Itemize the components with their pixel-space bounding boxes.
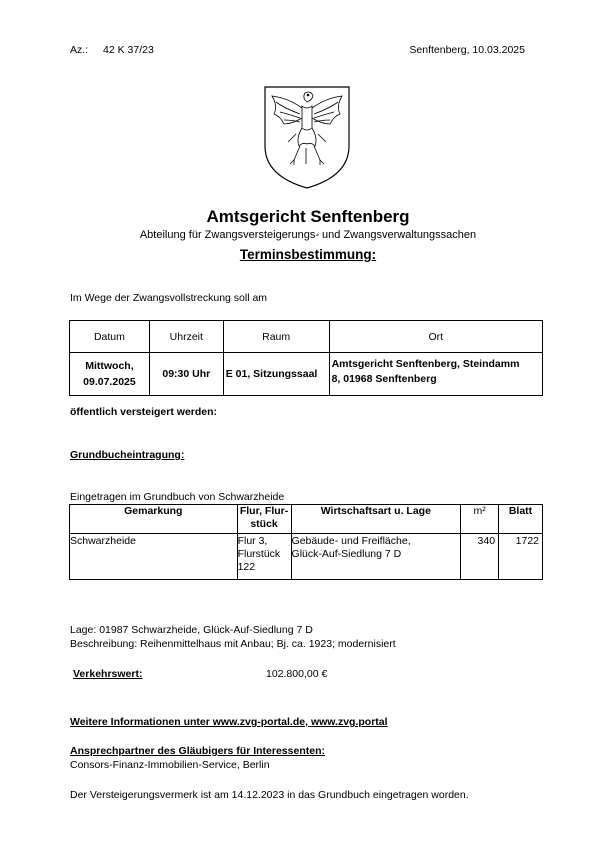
header-uhrzeit: Uhrzeit — [149, 321, 223, 353]
court-department: Abteilung für Zwangsversteigerungs- und Zwangsverwaltungssachen — [139, 229, 477, 241]
market-value-label: Verkehrswert: — [73, 668, 143, 680]
cell-datum — [70, 353, 150, 396]
land-register-intro: Eingetragen im Grundbuch von Schwarzheide — [70, 491, 285, 503]
header-qm: m² — [461, 505, 499, 534]
table-header-row — [70, 505, 543, 534]
header-gemarkung: Gemarkung — [70, 505, 238, 534]
land-register-heading: Grundbucheintragung: — [70, 449, 185, 461]
file-number-label: Az.: — [70, 44, 89, 56]
court-name: Amtsgericht Senftenberg — [206, 207, 410, 226]
appointment-table — [69, 320, 543, 396]
header-ort: Ort — [329, 321, 542, 353]
header-flur-line-1: Flur, Flur- — [239, 505, 289, 517]
file-number-value: 42 K 37/23 — [103, 44, 154, 56]
header-raum: Raum — [223, 321, 329, 353]
flur-line-2: Flurstück — [237, 548, 281, 560]
flur-line-3: 122 — [237, 561, 256, 573]
table-row — [70, 534, 543, 580]
description-text: Beschreibung: Reihenmittelhaus mit Anbau; Bj. ca. 1923; modernisiert — [70, 638, 396, 650]
datum-weekday: Mittwoch, — [85, 360, 134, 372]
contact-name: Consors-Finanz-Immobilien-Service, Berlin — [70, 759, 270, 771]
table-row — [70, 353, 543, 396]
ort-line-1: Amtsgericht Senftenberg, Steindamm — [331, 358, 520, 370]
cell-wirtschaftsart — [291, 534, 461, 580]
land-register-table — [69, 504, 543, 580]
table-header-row — [70, 321, 543, 353]
header-flur-line-2: stück — [250, 518, 278, 530]
cell-ort — [329, 353, 542, 396]
cell-gemarkung: Schwarzheide — [70, 534, 238, 580]
datum-date: 09.07.2025 — [83, 376, 136, 388]
location-text: Lage: 01987 Schwarzheide, Glück-Auf-Siedlung 7 D — [70, 624, 313, 636]
market-value-amount: 102.800,00 € — [266, 668, 328, 680]
cell-flur — [237, 534, 291, 580]
cell-blatt: 1722 — [499, 534, 543, 580]
place-date: Senftenberg, 10.03.2025 — [409, 44, 525, 56]
flur-line-1: Flur 3, — [237, 535, 268, 547]
more-info-link[interactable]: Weitere Informationen unter www.zvg-portal.de, www.zvg.portal — [70, 716, 388, 728]
wirtschaft-line-1: Gebäude- und Freifläche, — [291, 535, 411, 547]
cell-uhrzeit: 09:30 Uhr — [149, 353, 223, 396]
header-wirtschaftsart: Wirtschaftsart u. Lage — [291, 505, 461, 534]
auction-statement: öffentlich versteigert werden: — [70, 406, 218, 418]
header-blatt: Blatt — [499, 505, 543, 534]
header-flur — [237, 505, 291, 534]
registration-note: Der Versteigerungsvermerk ist am 14.12.2023 in das Grundbuch eingetragen worden. — [70, 789, 469, 801]
ort-line-2: 8, 01968 Senftenberg — [331, 373, 437, 385]
cell-qm: 340 — [461, 534, 499, 580]
contact-heading: Ansprechpartner des Gläubigers für Interessenten: — [70, 745, 325, 757]
document-title: Terminsbestimmung: — [239, 247, 377, 262]
cell-raum: E 01, Sitzungssaal — [223, 353, 329, 396]
intro-text: Im Wege der Zwangsvollstreckung soll am — [70, 292, 268, 304]
file-number — [70, 44, 154, 56]
header-datum: Datum — [70, 321, 150, 353]
eagle-coat-of-arms-icon — [262, 84, 352, 190]
wirtschaft-line-2: Glück-Auf-Siedlung 7 D — [291, 548, 402, 560]
